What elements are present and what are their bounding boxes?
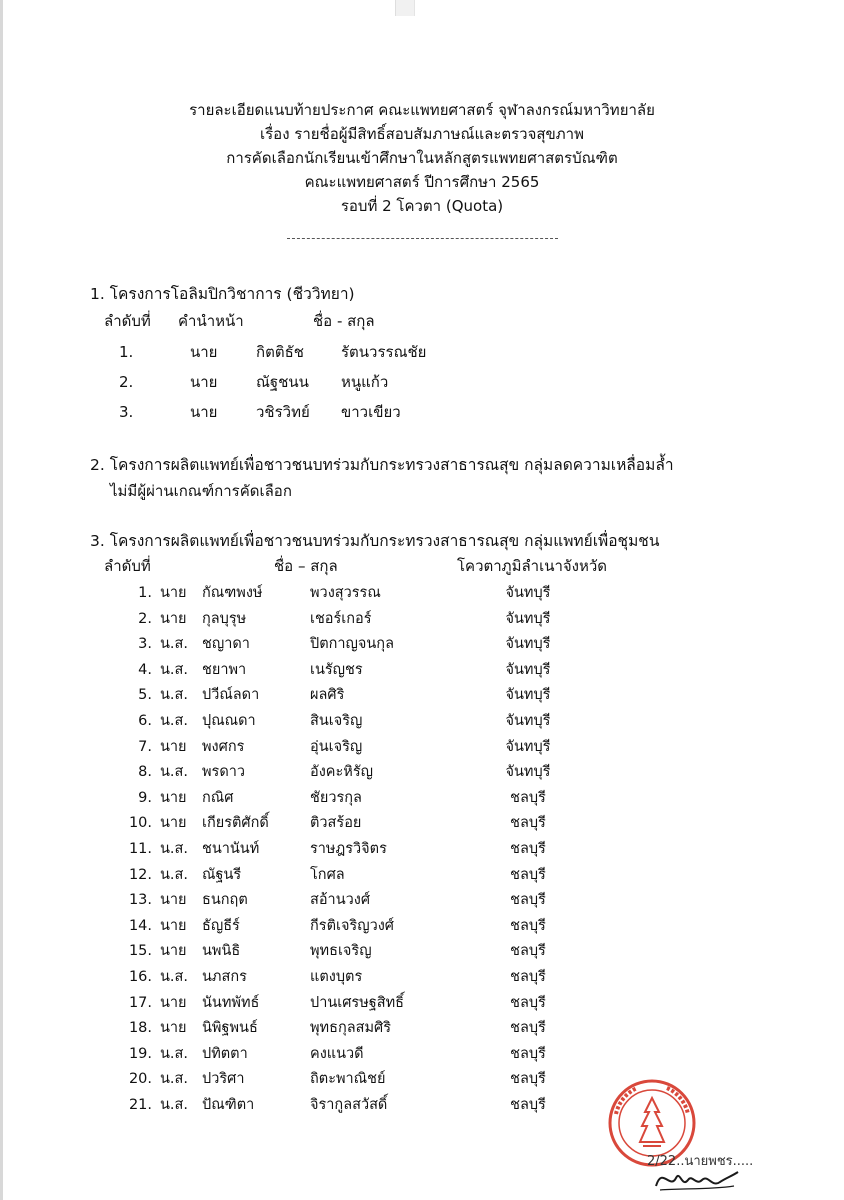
signature — [652, 1160, 742, 1196]
row-title: นาย — [160, 585, 187, 601]
row-first-name: ชนานันท์ — [202, 841, 260, 857]
row-number: 11. — [128, 841, 152, 857]
row-last-name: พุทธกุลสมศิริ — [310, 1020, 392, 1037]
table-row — [0, 836, 844, 862]
header-divider — [287, 238, 558, 239]
row-title: น.ส. — [160, 969, 188, 985]
row-number: 19. — [128, 1045, 152, 1062]
row-number: 14. — [128, 917, 152, 934]
header-line-2: เรื่อง รายชื่อผู้มีสิทธิ์สอบสัมภาษณ์และตรวจสุขภาพ — [260, 125, 584, 143]
row-title: นาย — [160, 943, 187, 960]
row-first-name: นิพิฐพนธ์ — [202, 1020, 258, 1037]
row-last-name: ผลศิริ — [310, 687, 345, 704]
row-first-name: ณัฐนรี — [202, 866, 242, 883]
row-province: ชลบุรี — [510, 969, 546, 985]
table-row — [0, 1041, 844, 1067]
row-province: จันทบุรี — [505, 585, 551, 601]
table-row — [0, 1066, 844, 1092]
row-number: 16. — [128, 969, 152, 985]
table-row — [0, 580, 844, 606]
section-1-row-1-title: นาย — [190, 343, 218, 361]
row-first-name: กุลบุรุษ — [202, 610, 247, 627]
section-1-row-3-last: ขาวเขียว — [341, 403, 401, 421]
row-province: จันทบุรี — [505, 764, 551, 781]
row-first-name: พงศกร — [202, 738, 245, 755]
row-province: ชลบุรี — [510, 841, 546, 857]
table-row — [0, 990, 844, 1016]
section-3-col-quota: โควตาภูมิลำเนาจังหวัด — [457, 557, 608, 575]
section-1-row-3-title: นาย — [190, 403, 218, 421]
header-line-1: รายละเอียดแนบท้ายประกาศ คณะแพทยศาสตร์ จุฬาลงกรณ์มหาวิทยาลัย — [189, 101, 655, 119]
row-last-name: เชอร์เกอร์ — [310, 610, 372, 627]
row-title: นาย — [160, 994, 187, 1011]
row-title: น.ส. — [160, 764, 188, 781]
section-2-heading: 2. โครงการผลิตแพทย์เพื่อชาวชนบทร่วมกับกระทรวงสาธารณสุข กลุ่มลดความเหลื่อมล้ำ — [90, 456, 674, 474]
section-1-row-1-no: 1. — [119, 343, 134, 361]
document-header — [0, 98, 844, 218]
row-number: 8. — [138, 764, 152, 781]
row-last-name: พุทธเจริญ — [310, 943, 372, 960]
row-title: น.ส. — [160, 713, 188, 729]
section-3-col-no: ลำดับที่ — [104, 557, 151, 575]
row-number: 4. — [138, 661, 152, 678]
table-row — [0, 810, 844, 836]
row-last-name: สอ้านวงศ์ — [310, 892, 371, 909]
row-title: นาย — [160, 738, 187, 755]
row-province: ชลบุรี — [510, 1045, 546, 1062]
section-1-row-1-first: กิตติธัช — [256, 343, 304, 361]
table-row — [0, 964, 844, 990]
section-3-heading: 3. โครงการผลิตแพทย์เพื่อชาวชนบทร่วมกับกระทรวงสาธารณสุข กลุ่มแพทย์เพื่อชุมชน — [90, 532, 660, 550]
row-last-name: ราษฎรวิจิตร — [310, 841, 387, 857]
table-row — [0, 759, 844, 785]
row-last-name: พวงสุวรรณ — [310, 585, 381, 601]
row-number: 12. — [128, 866, 152, 883]
table-row — [0, 682, 844, 708]
table-row — [0, 708, 844, 734]
row-title: น.ส. — [160, 661, 188, 678]
section-1-row-3-no: 3. — [119, 403, 134, 421]
section-1-row-2-title: นาย — [190, 373, 218, 391]
table-row — [0, 913, 844, 939]
row-number: 3. — [138, 636, 152, 653]
row-number: 20. — [128, 1071, 152, 1088]
row-first-name: ธนกฤต — [202, 892, 248, 909]
row-first-name: พรดาว — [202, 764, 246, 781]
row-number: 6. — [138, 713, 152, 729]
row-first-name: เกียรติศักดิ์ — [202, 815, 269, 832]
row-title: น.ส. — [160, 841, 188, 857]
row-first-name: ปวริศา — [202, 1071, 245, 1088]
row-province: จันทบุรี — [505, 610, 551, 627]
row-last-name: โกศล — [310, 866, 345, 883]
row-last-name: อุ่นเจริญ — [310, 738, 363, 755]
header-line-5: รอบที่ 2 โควตา (Quota) — [340, 197, 504, 215]
row-province: จันทบุรี — [505, 636, 551, 653]
table-row — [0, 887, 844, 913]
row-last-name: สินเจริญ — [310, 713, 363, 729]
table-row — [0, 938, 844, 964]
row-province: ชลบุรี — [510, 1020, 546, 1037]
row-last-name: กีรติเจริญวงศ์ — [310, 917, 395, 934]
row-province: จันทบุรี — [505, 661, 551, 678]
row-province: จันทบุรี — [505, 713, 551, 729]
row-title: น.ส. — [160, 1071, 188, 1088]
row-number: 10. — [128, 815, 152, 832]
row-title: น.ส. — [160, 636, 188, 653]
page-footer-note: 2/22..นายพชร..... — [647, 1154, 754, 1169]
row-title: น.ส. — [160, 687, 188, 704]
table-row — [0, 657, 844, 683]
row-number: 17. — [128, 994, 152, 1011]
section-1-row-1-last: รัตนวรรณชัย — [341, 343, 427, 361]
row-number: 7. — [138, 738, 152, 755]
row-title: นาย — [160, 610, 187, 627]
table-row — [0, 606, 844, 632]
row-province: ชลบุรี — [510, 815, 546, 832]
row-number: 5. — [138, 687, 152, 704]
row-last-name: เนรัญชร — [310, 661, 363, 678]
row-province: จันทบุรี — [505, 738, 551, 755]
row-province: ชลบุรี — [510, 917, 546, 934]
header-line-4: คณะแพทยศาสตร์ ปีการศึกษา 2565 — [304, 173, 540, 191]
table-row — [0, 631, 844, 657]
row-title: น.ส. — [160, 866, 188, 883]
row-last-name: ชัยวรกุล — [310, 789, 362, 806]
row-number: 2. — [138, 610, 152, 627]
row-first-name: ปัณฑิตา — [202, 1097, 255, 1113]
row-province: ชลบุรี — [510, 866, 546, 883]
row-number: 1. — [138, 585, 152, 601]
header-line-3: การคัดเลือกนักเรียนเข้าศึกษาในหลักสูตรแพทยศาสตรบัณฑิต — [226, 149, 618, 167]
row-province: ชลบุรี — [510, 1097, 546, 1113]
row-number: 21. — [128, 1097, 152, 1113]
row-title: นาย — [160, 1020, 187, 1037]
row-first-name: นภสกร — [202, 969, 247, 985]
section-1-col-name: ชื่อ - สกุล — [313, 312, 375, 330]
row-first-name: ปวีณ์ลดา — [202, 687, 260, 704]
row-title: นาย — [160, 917, 187, 934]
row-first-name: นันทพัทธ์ — [202, 994, 260, 1011]
table-row — [0, 862, 844, 888]
row-title: นาย — [160, 892, 187, 909]
row-last-name: คงแนวดี — [310, 1045, 364, 1062]
row-province: ชลบุรี — [510, 994, 546, 1011]
row-first-name: ชญาดา — [202, 636, 250, 653]
staple-mark — [395, 0, 415, 16]
row-first-name: กณิศ — [202, 789, 234, 806]
row-last-name: ติวสร้อย — [310, 815, 362, 832]
section-1-row-2-first: ณัฐชนน — [256, 373, 309, 391]
row-title: น.ส. — [160, 1097, 188, 1113]
row-number: 15. — [128, 943, 152, 960]
row-last-name: จิรากูลสวัสดิ์ — [310, 1097, 388, 1113]
row-number: 9. — [138, 789, 152, 806]
section-3-col-name: ชื่อ – สกุล — [274, 557, 338, 575]
row-province: ชลบุรี — [510, 789, 546, 806]
row-title: นาย — [160, 815, 187, 832]
table-row — [0, 1092, 844, 1118]
section-1-col-title: คำนำหน้า — [178, 312, 244, 330]
row-first-name: นพนิธิ — [202, 943, 241, 960]
row-last-name: แตงบุตร — [310, 969, 363, 985]
row-first-name: ปุณณดา — [202, 713, 256, 729]
row-number: 18. — [128, 1020, 152, 1037]
table-row — [0, 785, 844, 811]
row-first-name: กัณฑพงษ์ — [202, 585, 263, 601]
section-1-row-3-first: วชิรวิทย์ — [256, 403, 310, 421]
row-last-name: ถิตะพาณิชย์ — [310, 1071, 386, 1088]
row-number: 13. — [128, 892, 152, 909]
section-1-heading: 1. โครงการโอลิมปิกวิชาการ (ชีววิทยา) — [90, 285, 355, 303]
row-title: น.ส. — [160, 1045, 188, 1062]
row-last-name: ปิตกาญจนกุล — [310, 636, 394, 653]
section-1-row-2-no: 2. — [119, 373, 134, 391]
row-province: ชลบุรี — [510, 1071, 546, 1088]
row-last-name: อังคะหิรัญ — [310, 764, 373, 781]
row-province: จันทบุรี — [505, 687, 551, 704]
row-province: ชลบุรี — [510, 892, 546, 909]
row-province: ชลบุรี — [510, 943, 546, 960]
row-last-name: ปานเศรษฐสิทธิ์ — [310, 994, 405, 1011]
row-title: นาย — [160, 789, 187, 806]
section-1-row-2-last: หนูแก้ว — [341, 373, 389, 391]
section-1-col-no: ลำดับที่ — [104, 312, 151, 330]
row-first-name: ปทิตตา — [202, 1045, 248, 1062]
row-first-name: ธัญธีร์ — [202, 917, 240, 934]
table-row — [0, 734, 844, 760]
table-row — [0, 1015, 844, 1041]
section-2-note: ไม่มีผู้ผ่านเกณฑ์การคัดเลือก — [110, 482, 292, 500]
row-first-name: ชยาพา — [202, 661, 247, 678]
